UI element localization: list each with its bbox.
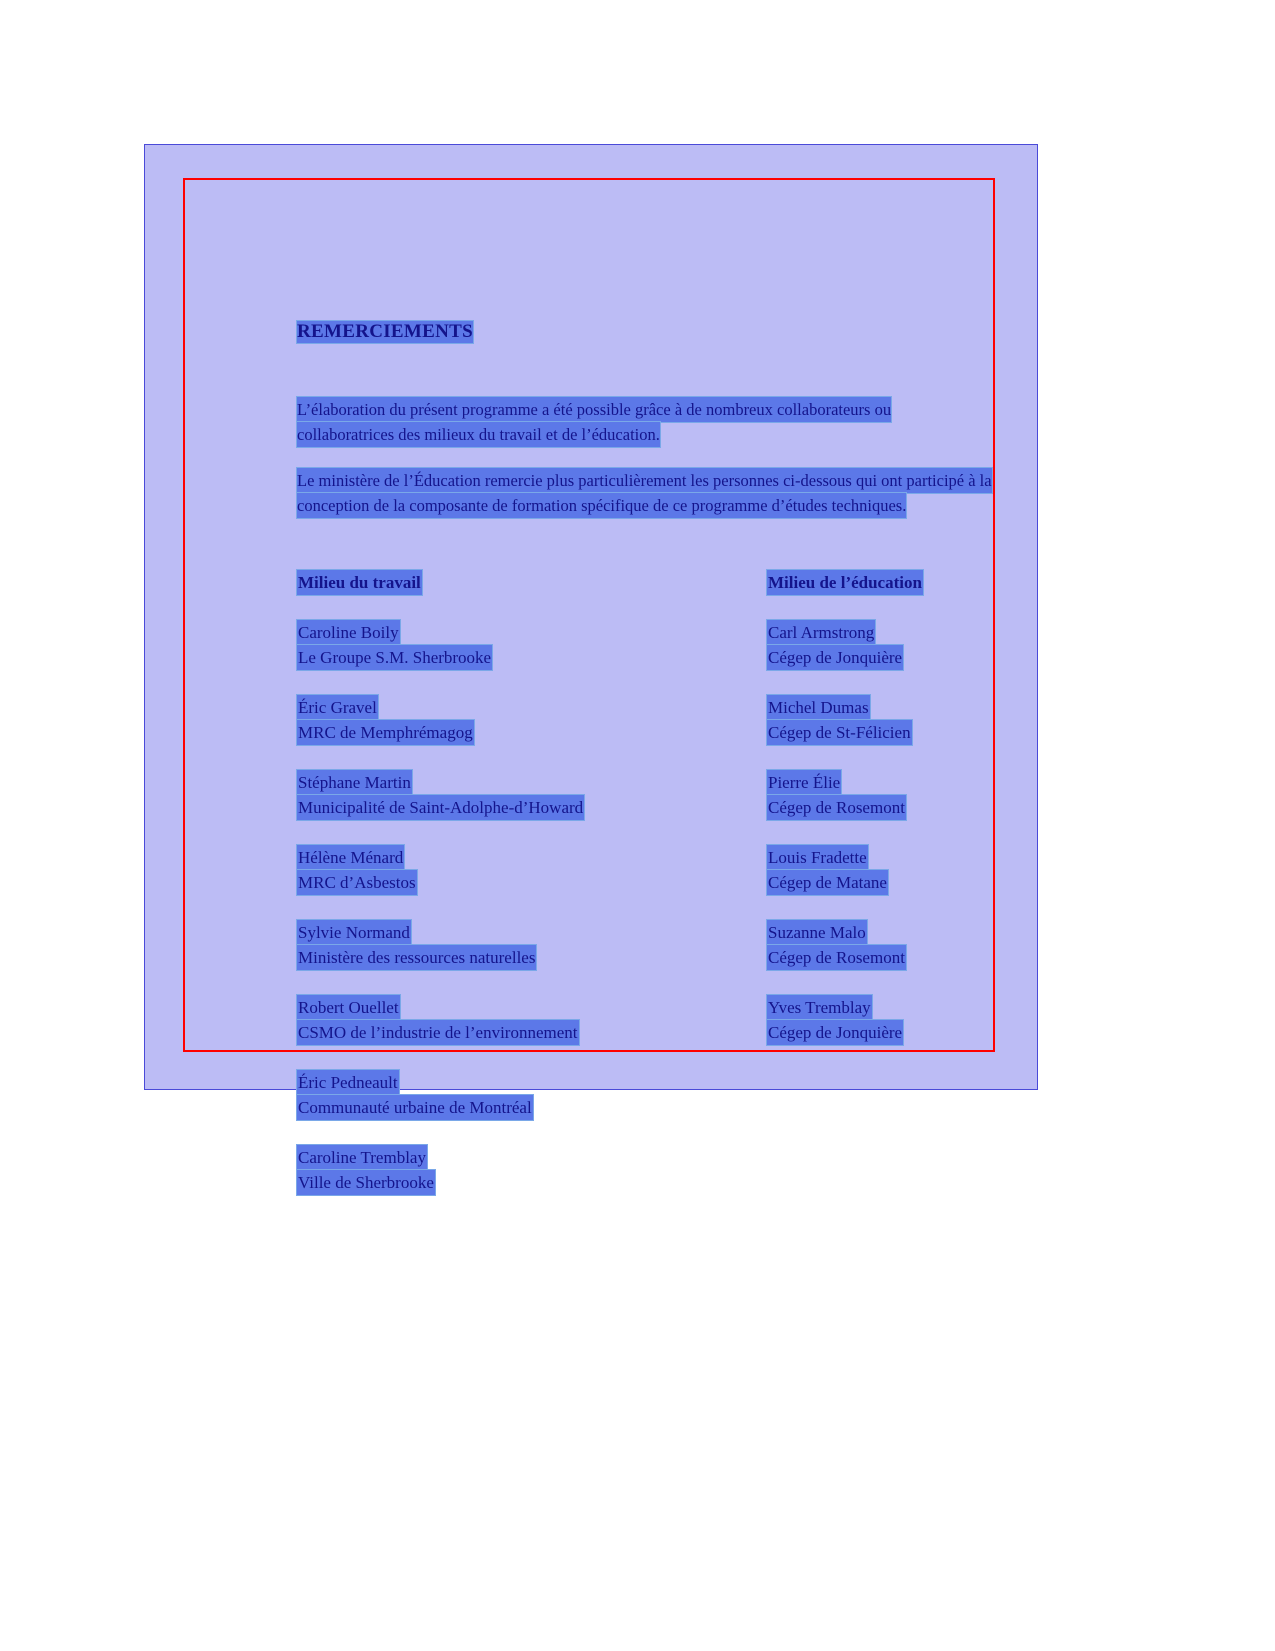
person-org: Communauté urbaine de Montréal	[297, 1095, 533, 1120]
table-row	[297, 920, 1167, 945]
person-name: Yves Tremblay	[767, 995, 872, 1020]
person-org: MRC de Memphrémagog	[297, 720, 474, 745]
table-row	[297, 1020, 1167, 1045]
person-name: Hélène Ménard	[297, 845, 404, 870]
spacer	[297, 820, 1167, 845]
spacer	[297, 1120, 1167, 1145]
paragraph-thanks-line-2: conception de la composante de formation spécifique de ce programme d’études techniques.	[297, 493, 906, 518]
paragraph-thanks	[297, 468, 1217, 518]
person-name: Éric Gravel	[297, 695, 378, 720]
column-header-work: Milieu du travail	[297, 570, 422, 595]
table-row	[297, 620, 1167, 645]
person-org: Municipalité de Saint-Adolphe-d’Howard	[297, 795, 584, 820]
person-name: Carl Armstrong	[767, 620, 875, 645]
person-org: Cégep de Matane	[767, 870, 888, 895]
paragraph-intro	[297, 397, 1217, 447]
person-name: Michel Dumas	[767, 695, 870, 720]
person-org: Cégep de St-Félicien	[767, 720, 912, 745]
spacer	[297, 670, 1167, 695]
person-org: CSMO de l’industrie de l’environnement	[297, 1020, 579, 1045]
table-row	[297, 845, 1167, 870]
paragraph-thanks-line-1: Le ministère de l’Éducation remercie plus particulièrement les personnes ci-dessous qui ont participé à la	[297, 468, 992, 493]
person-name: Suzanne Malo	[767, 920, 867, 945]
spacer	[297, 595, 1167, 620]
table-row	[297, 1145, 1167, 1170]
page-title: REMERCIEMENTS	[297, 321, 473, 342]
paragraph-intro-line-2: collaboratrices des milieux du travail et de l’éducation.	[297, 422, 660, 447]
person-name: Stéphane Martin	[297, 770, 412, 795]
person-name: Éric Pedneault	[297, 1070, 399, 1095]
table-row	[297, 795, 1167, 820]
person-org: Ministère des ressources naturelles	[297, 945, 536, 970]
person-name: Pierre Élie	[767, 770, 841, 795]
person-name: Louis Fradette	[767, 845, 868, 870]
spacer	[297, 745, 1167, 770]
person-name: Caroline Boily	[297, 620, 400, 645]
person-org: Cégep de Jonquière	[767, 645, 903, 670]
document-page	[144, 144, 1038, 1192]
table-row	[297, 695, 1167, 720]
person-name: Robert Ouellet	[297, 995, 400, 1020]
column-header-education: Milieu de l’éducation	[767, 570, 923, 595]
table-row	[297, 1170, 1167, 1195]
person-org: Cégep de Rosemont	[767, 945, 906, 970]
person-org: Le Groupe S.M. Sherbrooke	[297, 645, 492, 670]
person-org: Cégep de Rosemont	[767, 795, 906, 820]
table-row	[297, 870, 1167, 895]
spacer	[297, 970, 1167, 995]
spacer	[297, 895, 1167, 920]
person-name: Sylvie Normand	[297, 920, 411, 945]
table-row	[297, 720, 1167, 745]
table-row	[297, 1070, 1167, 1095]
table-row	[297, 770, 1167, 795]
table-row	[297, 995, 1167, 1020]
person-name: Caroline Tremblay	[297, 1145, 427, 1170]
spacer	[297, 1045, 1167, 1070]
table-row	[297, 645, 1167, 670]
person-org: Cégep de Jonquière	[767, 1020, 903, 1045]
paragraph-intro-line-1: L’élaboration du présent programme a été possible grâce à de nombreux collaborateurs ou	[297, 397, 891, 422]
table-row	[297, 945, 1167, 970]
table-row	[297, 1095, 1167, 1120]
table-header-row	[297, 570, 1167, 595]
person-org: Ville de Sherbrooke	[297, 1170, 435, 1195]
person-org: MRC d’Asbestos	[297, 870, 417, 895]
credits-table	[297, 570, 1167, 1195]
document-content	[297, 321, 1217, 1195]
